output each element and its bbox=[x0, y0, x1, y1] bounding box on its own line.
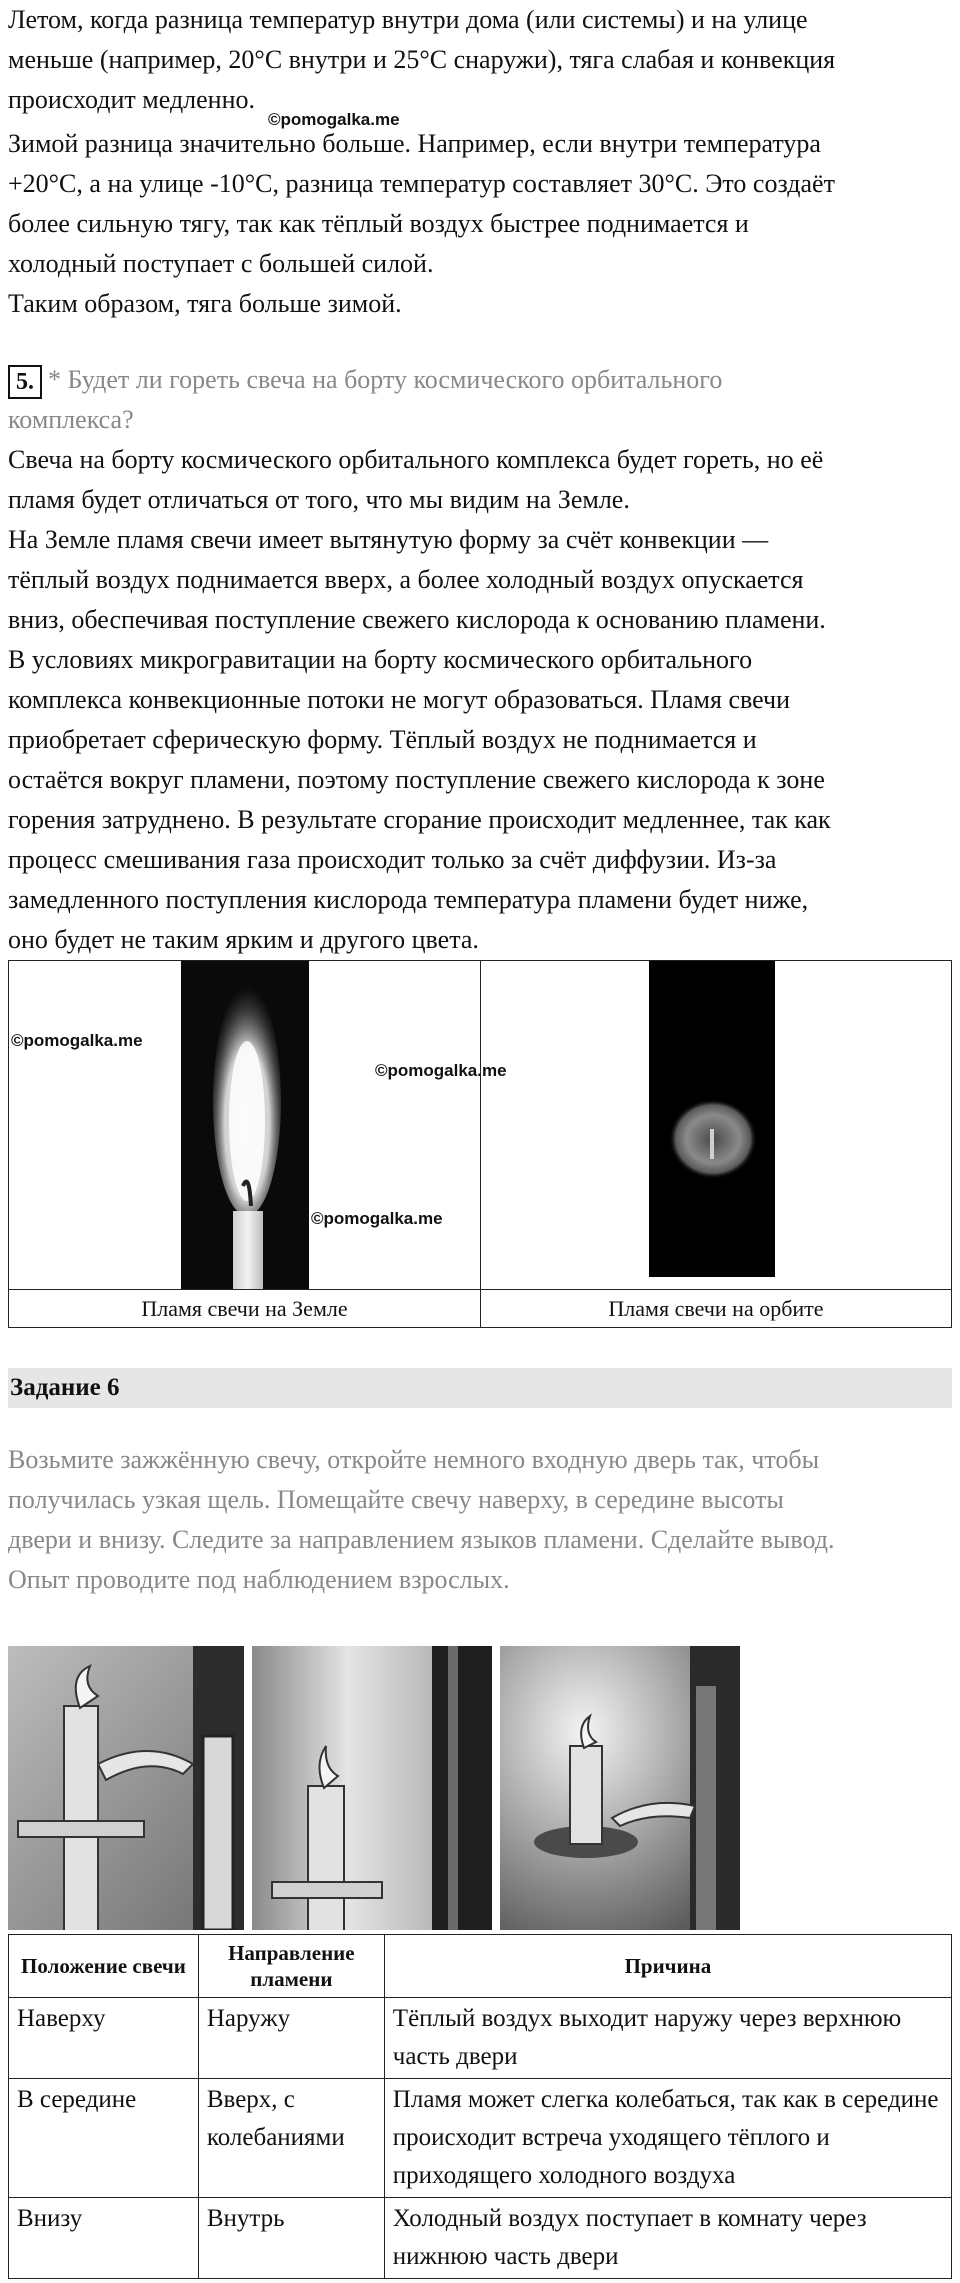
task-text: получилась узкая щель. Помещайте свечу наверху, в середине высоты bbox=[8, 1485, 784, 1514]
earth-caption: Пламя свечи на Земле bbox=[141, 1296, 348, 1321]
intro-line: +20°C, а на улице -10°C, разница температур составляет 30°C. Это создаёт bbox=[8, 169, 835, 198]
watermark: ©pomogalka.me bbox=[311, 1209, 443, 1228]
intro-line: происходит медленно. bbox=[8, 85, 256, 114]
table-cell: Внутрь bbox=[198, 2198, 384, 2279]
table-header: Положение свечи bbox=[9, 1935, 199, 1998]
task-text: Опыт проводите под наблюдением взрослых. bbox=[8, 1565, 510, 1594]
answer-line: замедленного поступления кислорода температура пламени будет ниже, bbox=[8, 885, 809, 914]
task-title: Задание 6 bbox=[8, 1368, 952, 1408]
intro-line: более сильную тягу, так как тёплый воздух быстрее поднимается и bbox=[8, 209, 749, 238]
answer-line: Свеча на борту космического орбитального комплекса будет гореть, но её bbox=[8, 445, 824, 474]
answer-line: приобретает сферическую форму. Тёплый воздух не поднимается и bbox=[8, 725, 757, 754]
candle-top-illustration bbox=[8, 1646, 244, 1930]
candle-bottom-illustration bbox=[500, 1646, 740, 1930]
table-row bbox=[9, 2079, 952, 2198]
intro-line: Летом, когда разница температур внутри дома (или системы) и на улице bbox=[8, 5, 808, 34]
table-cell: Пламя может слегка колебаться, так как в середине происходит встреча уходящего тёплого и приходящего холодного воздуха bbox=[384, 2079, 951, 2198]
table-cell: Тёплый воздух выходит наружу через верхнюю часть двери bbox=[384, 1998, 951, 2079]
candle-photo-table bbox=[8, 960, 952, 1328]
table-cell: Наверху bbox=[9, 1998, 199, 2079]
table-header: Направление пламени bbox=[198, 1935, 384, 1998]
intro-line: Таким образом, тяга больше зимой. bbox=[8, 289, 402, 318]
answer-line: оно будет не таким ярким и другого цвета. bbox=[8, 925, 479, 954]
answer-line: вниз, обеспечивая поступление свежего кислорода к основанию пламени. bbox=[8, 605, 826, 634]
intro-line: холодный поступает с большей силой. bbox=[8, 249, 434, 278]
task-text: двери и внизу. Следите за направлением языков пламени. Сделайте вывод. bbox=[8, 1525, 835, 1554]
answer-line: пламя будет отличаться от того, что мы видим на Земле. bbox=[8, 485, 630, 514]
answer-line: В условиях микрогравитации на борту космического орбитального bbox=[8, 645, 753, 674]
question-text: * Будет ли гореть свеча на борту космического орбитального bbox=[48, 365, 723, 394]
table-row bbox=[9, 1998, 952, 2079]
watermark: ©pomogalka.me bbox=[375, 1061, 507, 1080]
answer-line: На Земле пламя свечи имеет вытянутую форму за счёт конвекции — bbox=[8, 525, 769, 554]
question-number-box: 5. bbox=[8, 365, 42, 399]
table-header: Причина bbox=[384, 1935, 951, 1998]
orbit-caption: Пламя свечи на орбите bbox=[608, 1296, 824, 1321]
result-table bbox=[8, 1934, 952, 2279]
table-cell: Вверх, с колебаниями bbox=[198, 2079, 384, 2198]
answer-line: горения затруднено. В результате сгорание происходит медленнее, так как bbox=[8, 805, 831, 834]
table-header-row bbox=[9, 1935, 952, 1998]
earth-candle-photo bbox=[181, 961, 309, 1289]
table-cell: Внизу bbox=[9, 2198, 199, 2279]
watermark: ©pomogalka.me bbox=[11, 1031, 143, 1050]
answer-line: процесс смешивания газа происходит только за счёт диффузии. Из-за bbox=[8, 845, 777, 874]
question-text: комплекса? bbox=[8, 405, 134, 434]
table-cell: Холодный воздух поступает в комнату через нижнюю часть двери bbox=[384, 2198, 951, 2279]
orbit-candle-photo bbox=[649, 961, 775, 1277]
table-cell: Наружу bbox=[198, 1998, 384, 2079]
answer-line: тёплый воздух поднимается вверх, а более холодный воздух опускается bbox=[8, 565, 804, 594]
intro-line: Зимой разница значительно больше. Например, если внутри температура bbox=[8, 129, 821, 158]
candle-middle-illustration bbox=[252, 1646, 492, 1930]
answer-line: комплекса конвекционные потоки не могут образоваться. Пламя свечи bbox=[8, 685, 790, 714]
answer-line: остаётся вокруг пламени, поэтому поступление свежего кислорода к зоне bbox=[8, 765, 825, 794]
intro-line: меньше (например, 20°C внутри и 25°C снаружи), тяга слабая и конвекция bbox=[8, 45, 836, 74]
table-cell: В середине bbox=[9, 2079, 199, 2198]
task-text: Возьмите зажжённую свечу, откройте немного входную дверь так, чтобы bbox=[8, 1445, 820, 1474]
table-row bbox=[9, 2198, 952, 2279]
watermark: ©pomogalka.me bbox=[268, 110, 400, 129]
question-5 bbox=[8, 360, 952, 400]
